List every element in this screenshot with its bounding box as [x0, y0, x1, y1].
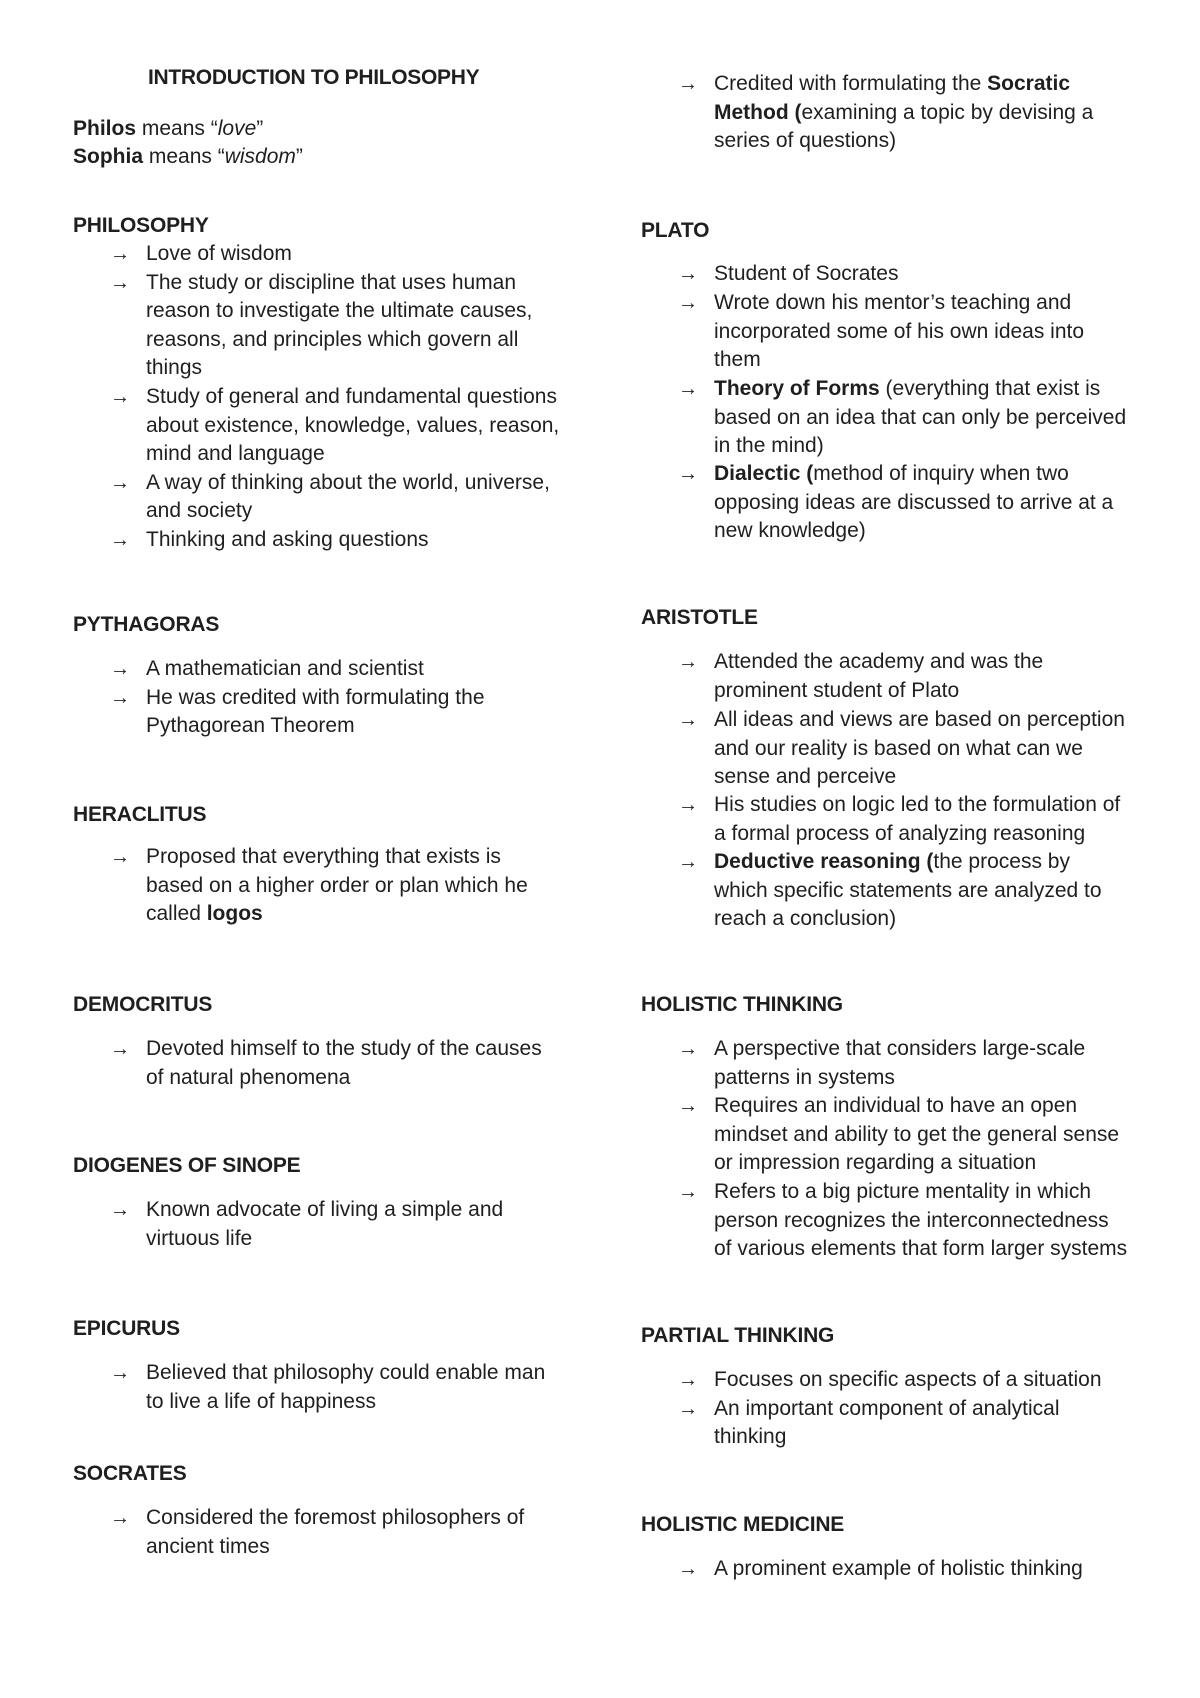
etymology-philos: Philos means “love”	[73, 117, 264, 140]
bullet-arrow-icon: →	[110, 1362, 130, 1384]
section-heading-holistic-medicine: HOLISTIC MEDICINE	[641, 1513, 845, 1536]
section-heading-socrates: SOCRATES	[73, 1462, 187, 1485]
bullet-item	[146, 1196, 503, 1253]
bullet-item	[146, 1504, 524, 1561]
bullet-item	[146, 383, 559, 469]
bullet-line: A perspective that considers large-scale	[714, 1037, 1086, 1060]
bullet-arrow-icon: →	[678, 292, 698, 314]
bullet-arrow-icon: →	[678, 1558, 698, 1580]
bullet-item	[714, 1035, 1085, 1092]
bullet-line: thinking	[714, 1425, 787, 1449]
bullet-line: Thinking and asking questions	[146, 528, 429, 551]
bullet-line: reason to investigate the ultimate causes,	[146, 299, 533, 323]
section-heading-heraclitus: HERACLITUS	[73, 803, 207, 826]
bullet-arrow-icon: →	[110, 529, 130, 551]
bullet-item	[146, 684, 485, 741]
section-heading-pythagoras: PYTHAGORAS	[73, 613, 220, 636]
aristotle-bullet-4: Deductive reasoning (the process by which specific statements are analyzed to reach a conclusion)	[714, 850, 1102, 931]
bullet-line: Devoted himself to the study of the causes	[146, 1037, 542, 1060]
bullet-item	[714, 1555, 1083, 1584]
bullet-arrow-icon: →	[678, 1369, 698, 1391]
bullet-line: reasons, and principles which govern all	[146, 327, 519, 351]
socrates-continued-bullet: Credited with formulating the Socratic Method (examining a topic by devising a series of questions)	[714, 72, 1094, 153]
bullet-item	[714, 1178, 1127, 1264]
etymology-sophia: Sophia means “wisdom”	[73, 145, 303, 168]
bullet-arrow-icon: →	[110, 243, 130, 265]
section-heading-partial-thinking: PARTIAL THINKING	[641, 1324, 835, 1347]
bullet-arrow-icon: →	[678, 463, 698, 485]
section-heading-aristotle: ARISTOTLE	[641, 606, 758, 629]
bullet-line: Refers to a big picture mentality in which	[714, 1180, 1092, 1203]
bullet-line: patterns in systems	[714, 1065, 895, 1089]
page-title: INTRODUCTION TO PHILOSOPHY	[148, 66, 480, 89]
bullet-line: Pythagorean Theorem	[146, 714, 355, 738]
bullet-arrow-icon: →	[678, 851, 698, 873]
bullet-arrow-icon: →	[678, 73, 698, 95]
bullet-item	[714, 1366, 1102, 1395]
section-heading-epicurus: EPICURUS	[73, 1317, 180, 1340]
bullet-item	[714, 1395, 1060, 1452]
bullet-arrow-icon: →	[110, 1038, 130, 1060]
bullet-line: Focuses on specific aspects of a situation	[714, 1368, 1102, 1391]
plato-bullet-1: Student of Socrates	[714, 262, 899, 285]
bullet-line: mindset and ability to get the general sense	[714, 1122, 1120, 1146]
bullet-line: Known advocate of living a simple and	[146, 1198, 504, 1221]
bullet-item	[146, 240, 292, 269]
bullet-line: Believed that philosophy could enable man	[146, 1361, 546, 1384]
bullet-line: The study or discipline that uses human	[146, 270, 517, 294]
bullet-line: A way of thinking about the world, universe,	[146, 470, 550, 494]
plato-bullet-2: Wrote down his mentor’s teaching and incorporated some of his own ideas into them	[714, 291, 1085, 372]
bullet-line: of various elements that form larger systems	[714, 1237, 1128, 1261]
bullet-line: An important component of analytical	[714, 1396, 1060, 1420]
bullet-arrow-icon: →	[110, 1507, 130, 1529]
aristotle-bullet-1: Attended the academy and was the prominent student of Plato	[714, 650, 1044, 702]
plato-bullet-4: Dialectic (method of inquiry when two opposing ideas are discussed to arrive at a new knowledge)	[714, 462, 1114, 543]
aristotle-bullet-2: All ideas and views are based on perception and our reality is based on what can we sense and perceive	[714, 708, 1125, 789]
bullet-line: A prominent example of holistic thinking	[714, 1557, 1083, 1580]
bullet-arrow-icon: →	[110, 471, 130, 494]
section-heading-plato: PLATO	[641, 219, 710, 242]
bullet-arrow-icon: →	[678, 1038, 698, 1060]
heraclitus-bullet: Proposed that everything that exists is based on a higher order or plan which he called logos	[146, 845, 528, 926]
bullet-arrow-icon: →	[678, 1181, 698, 1203]
plato-bullet-3: Theory of Forms (everything that exist is based on an idea that can only be perceived in the mind)	[714, 377, 1127, 458]
section-heading-democritus: DEMOCRITUS	[73, 993, 213, 1016]
bullet-line: Love of wisdom	[146, 242, 292, 265]
bullet-item	[146, 469, 550, 526]
bullet-arrow-icon: →	[110, 846, 130, 868]
bullet-line: mind and language	[146, 442, 325, 466]
bullet-arrow-icon: →	[110, 686, 130, 709]
bullet-item	[714, 1092, 1119, 1178]
bullet-item	[146, 655, 424, 684]
bullet-item	[146, 1359, 545, 1416]
bullet-line: virtuous life	[146, 1226, 253, 1250]
bullet-line: A mathematician and scientist	[146, 657, 424, 680]
bullet-line: He was credited with formulating the	[146, 685, 485, 709]
bullet-line: and society	[146, 499, 253, 523]
bullet-arrow-icon: →	[678, 709, 698, 731]
bullet-arrow-icon: →	[678, 1397, 698, 1420]
bullet-arrow-icon: →	[678, 1095, 698, 1118]
bullet-line: ancient times	[146, 1534, 270, 1558]
section-heading-philosophy: PHILOSOPHY	[73, 214, 209, 237]
bullet-line: Study of general and fundamental questions	[146, 385, 557, 408]
bullet-item	[146, 1035, 542, 1092]
bullet-arrow-icon: →	[678, 651, 698, 673]
bullet-line: person recognizes the interconnectedness	[714, 1208, 1109, 1232]
bullet-line: things	[146, 356, 203, 380]
aristotle-bullet-3: His studies on logic led to the formulation of a formal process of analyzing reasoning	[714, 793, 1121, 845]
bullet-arrow-icon: →	[110, 386, 130, 408]
bullet-arrow-icon: →	[110, 1199, 130, 1221]
bullet-line: to live a life of happiness	[146, 1389, 376, 1413]
section-heading-diogenes: DIOGENES OF SINOPE	[73, 1154, 301, 1177]
bullet-line: Requires an individual to have an open	[714, 1094, 1078, 1118]
bullet-arrow-icon: →	[110, 271, 130, 294]
bullet-item	[146, 269, 532, 383]
bullet-line: or impression regarding a situation	[714, 1151, 1037, 1175]
bullet-arrow-icon: →	[110, 658, 130, 680]
bullet-line: about existence, knowledge, values, reason,	[146, 413, 560, 437]
bullet-arrow-icon: →	[678, 263, 698, 285]
bullet-line: of natural phenomena	[146, 1065, 351, 1089]
bullet-item	[146, 526, 429, 555]
bullet-line: Considered the foremost philosophers of	[146, 1506, 525, 1529]
bullet-arrow-icon: →	[678, 794, 698, 816]
bullet-arrow-icon: →	[678, 378, 698, 400]
section-heading-holistic-thinking: HOLISTIC THINKING	[641, 993, 843, 1016]
